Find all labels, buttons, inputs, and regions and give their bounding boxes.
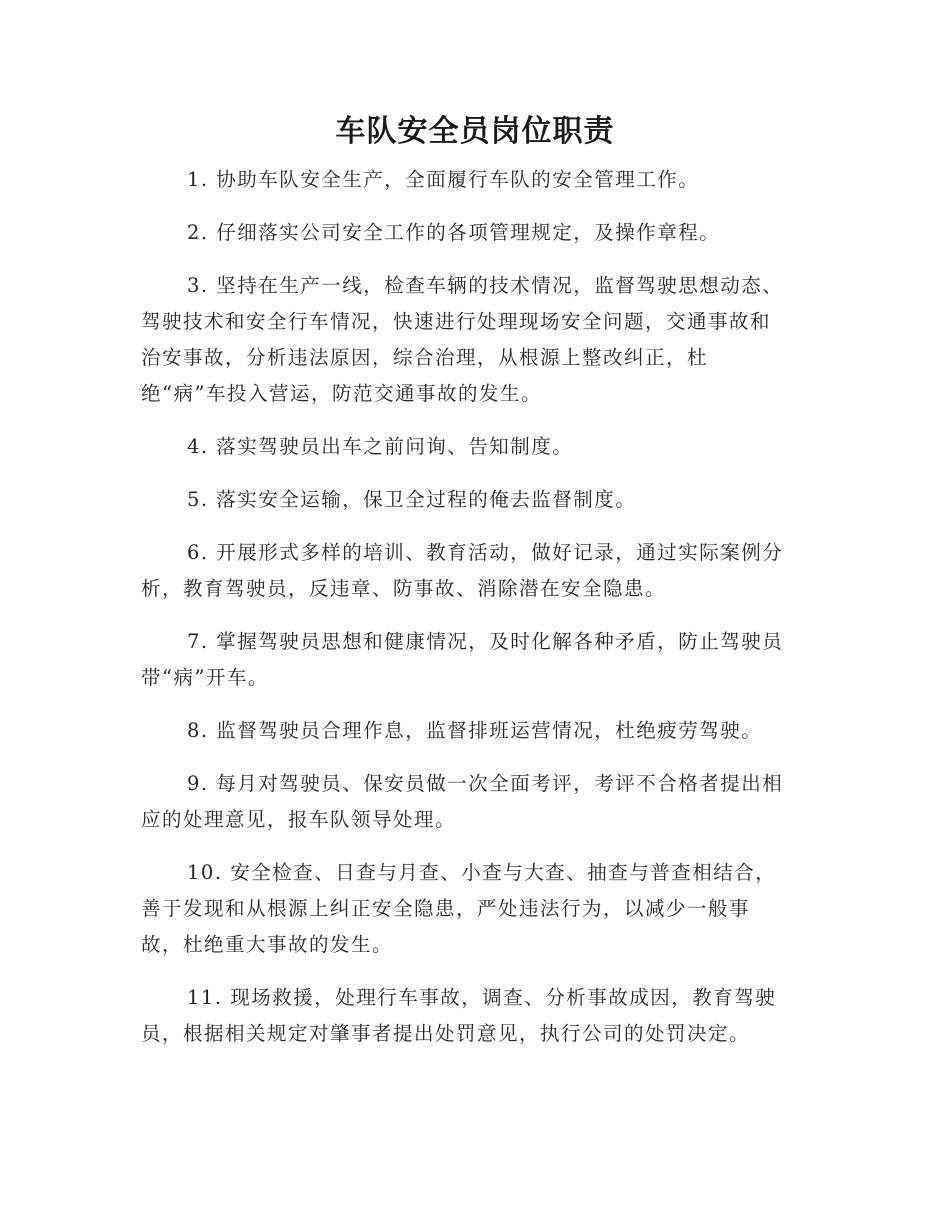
duty-item-line: 7. 掌握驾驶员思想和健康情况，及时化解各种矛盾，防止驾驶员 [187, 630, 784, 653]
duty-item-line: 员，根据相关规定对肇事者提出处罚意见，执行公司的处罚决定。 [141, 1022, 751, 1045]
duty-item-line: 2. 仔细落实公司安全工作的各项管理规定，及操作章程。 [187, 221, 721, 244]
duty-item-line: 6. 开展形式多样的培训、教育活动，做好记录，通过实际案例分 [187, 541, 784, 564]
duty-item-line: 1. 协助车队安全生产，全面履行车队的安全管理工作。 [187, 168, 700, 191]
duty-item-line: 故，杜绝重大事故的发生。 [141, 933, 394, 956]
duty-item-line: 5. 落实安全运输，保卫全过程的俺去监督制度。 [187, 488, 637, 511]
duty-item-line: 4. 落实驾驶员出车之前问询、告知制度。 [187, 435, 574, 458]
duty-item-9 [141, 766, 813, 838]
duty-item-10 [141, 855, 813, 963]
duty-item-line: 治安事故，分析违法原因，综合治理，从根源上整改纠正，杜 [141, 346, 709, 369]
duty-item-line: 3. 坚持在生产一线，检查车辆的技术情况，监督驾驶思想动态、 [187, 274, 784, 297]
duty-item-3 [141, 268, 813, 412]
duty-item-7 [141, 624, 813, 696]
duty-item-line: 8. 监督驾驶员合理作息，监督排班运营情况，杜绝疲劳驾驶。 [187, 719, 763, 742]
duty-item-11 [141, 980, 813, 1052]
document-title: 车队安全员岗位职责 [335, 114, 615, 149]
duty-item-line: 绝“病”车投入营运，防范交通事故的发生。 [141, 382, 542, 405]
duty-item-line: 善于发现和从根源上纠正安全隐患，严处违法行为，以减少一般事 [141, 897, 751, 920]
duty-item-line: 驾驶技术和安全行车情况，快速进行处理现场安全问题，交通事故和 [141, 310, 772, 333]
duty-item-line: 析，教育驾驶员，反违章、防事故、消除潜在安全隐患。 [141, 577, 667, 600]
document-body [141, 162, 813, 1069]
duty-item-4 [141, 429, 813, 465]
duty-item-line: 10. 安全检查、日查与月查、小查与大查、抽查与普查相结合， [187, 861, 777, 884]
duty-item-2 [141, 215, 813, 251]
duty-item-5 [141, 482, 813, 518]
duty-item-line: 9. 每月对驾驶员、保安员做一次全面考评，考评不合格者提出相 [187, 772, 784, 795]
duty-item-line: 11. 现场救援，处理行车事故，调查、分析事故成因，教育驾驶 [187, 986, 777, 1009]
duty-item-1 [141, 162, 813, 198]
duty-item-6 [141, 535, 813, 607]
duty-item-8 [141, 713, 813, 749]
duty-item-line: 带“病”开车。 [141, 666, 269, 689]
duty-item-line: 应的处理意见，报车队领导处理。 [141, 808, 457, 831]
